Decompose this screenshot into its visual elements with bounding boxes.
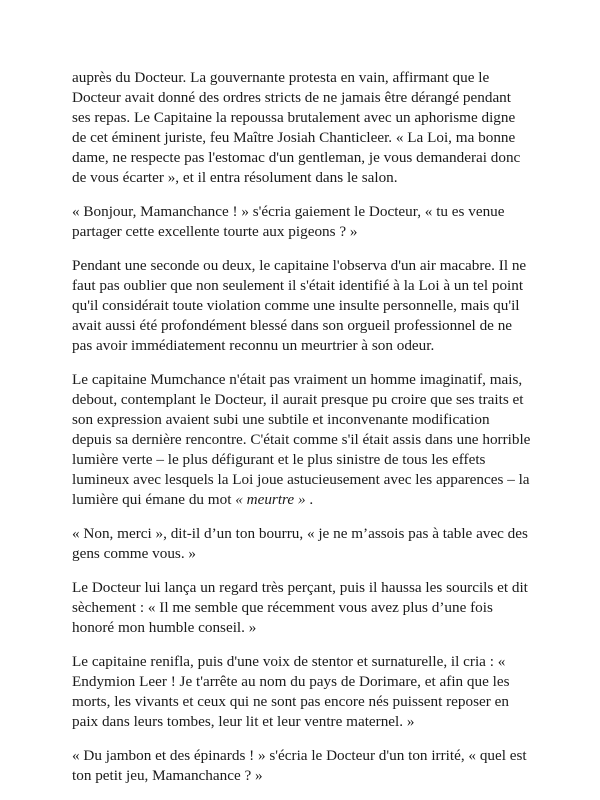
- paragraph-3: Pendant une seconde ou deux, le capitaine l'observa d'un air macabre. Il ne faut pas oublier que non seulement il s'était identifié à la Loi à un tel point qu'il considérait toute violation comme une insulte personnelle, mais qu'il avait aussi été profondément blessé dans son orgueil professionnel de ne pas avoir immédiatement reconnu un meurtrier à son odeur.: [72, 257, 527, 354]
- paragraph-2: « Bonjour, Mamanchance ! » s'écria gaiement le Docteur, « tu es venue partager cette excellente tourte aux pigeons ? »: [72, 203, 505, 240]
- document-page: [72, 68, 532, 800]
- paragraph-5: « Non, merci », dit-il d’un ton bourru, « je ne m’assois pas à table avec des gens comme vous. »: [72, 525, 528, 562]
- paragraph-4-italic: « meurtre »: [235, 491, 306, 508]
- paragraph-6: Le Docteur lui lança un regard très perçant, puis il haussa les sourcils et dit sèchement : « Il me semble que récemment vous avez plus d’une fois honoré mon humble conseil. »: [72, 579, 528, 636]
- paragraph-7: Le capitaine renifla, puis d'une voix de stentor et surnaturelle, il cria : « Endymion Leer ! Je t'arrête au nom du pays de Dorimare, et afin que les morts, les vivants et ceux qui ne sont pas encore nés puissent reposer en paix dans leurs tombes, leur lit et leur ventre maternel. »: [72, 653, 510, 730]
- paragraph-8: « Du jambon et des épinards ! » s'écria le Docteur d'un ton irrité, « quel est ton petit jeu, Mamanchance ? »: [72, 747, 527, 784]
- paragraph-4: [72, 370, 532, 510]
- paragraph-4-end: .: [309, 491, 314, 508]
- paragraph-4-text: Le capitaine Mumchance n'était pas vraiment un homme imaginatif, mais, debout, contemplant le Docteur, il aurait presque pu croire que ses traits et son expression avaient subi une subtile et inconvenante modification depuis sa dernière rencontre. C'était comme s'il était assis dans une horrible lumière verte – le plus défigurant et le plus sinistre de tous les effets lumineux avec lesquels la Loi joue astucieusement avec les apparences – la lumière qui émane du mot: [72, 371, 531, 508]
- paragraph-1: auprès du Docteur. La gouvernante protesta en vain, affirmant que le Docteur avait donné des ordres stricts de ne jamais être dérangé pendant ses repas. Le Capitaine la repoussa brutalement avec un aphorisme digne de cet éminent juriste, feu Maître Josiah Chanticleer. « La Loi, ma bonne dame, ne respecte pas l'estomac d'un gentleman, je vous demanderai donc de vous écarter », et il entra résolument dans le salon.: [72, 69, 521, 186]
